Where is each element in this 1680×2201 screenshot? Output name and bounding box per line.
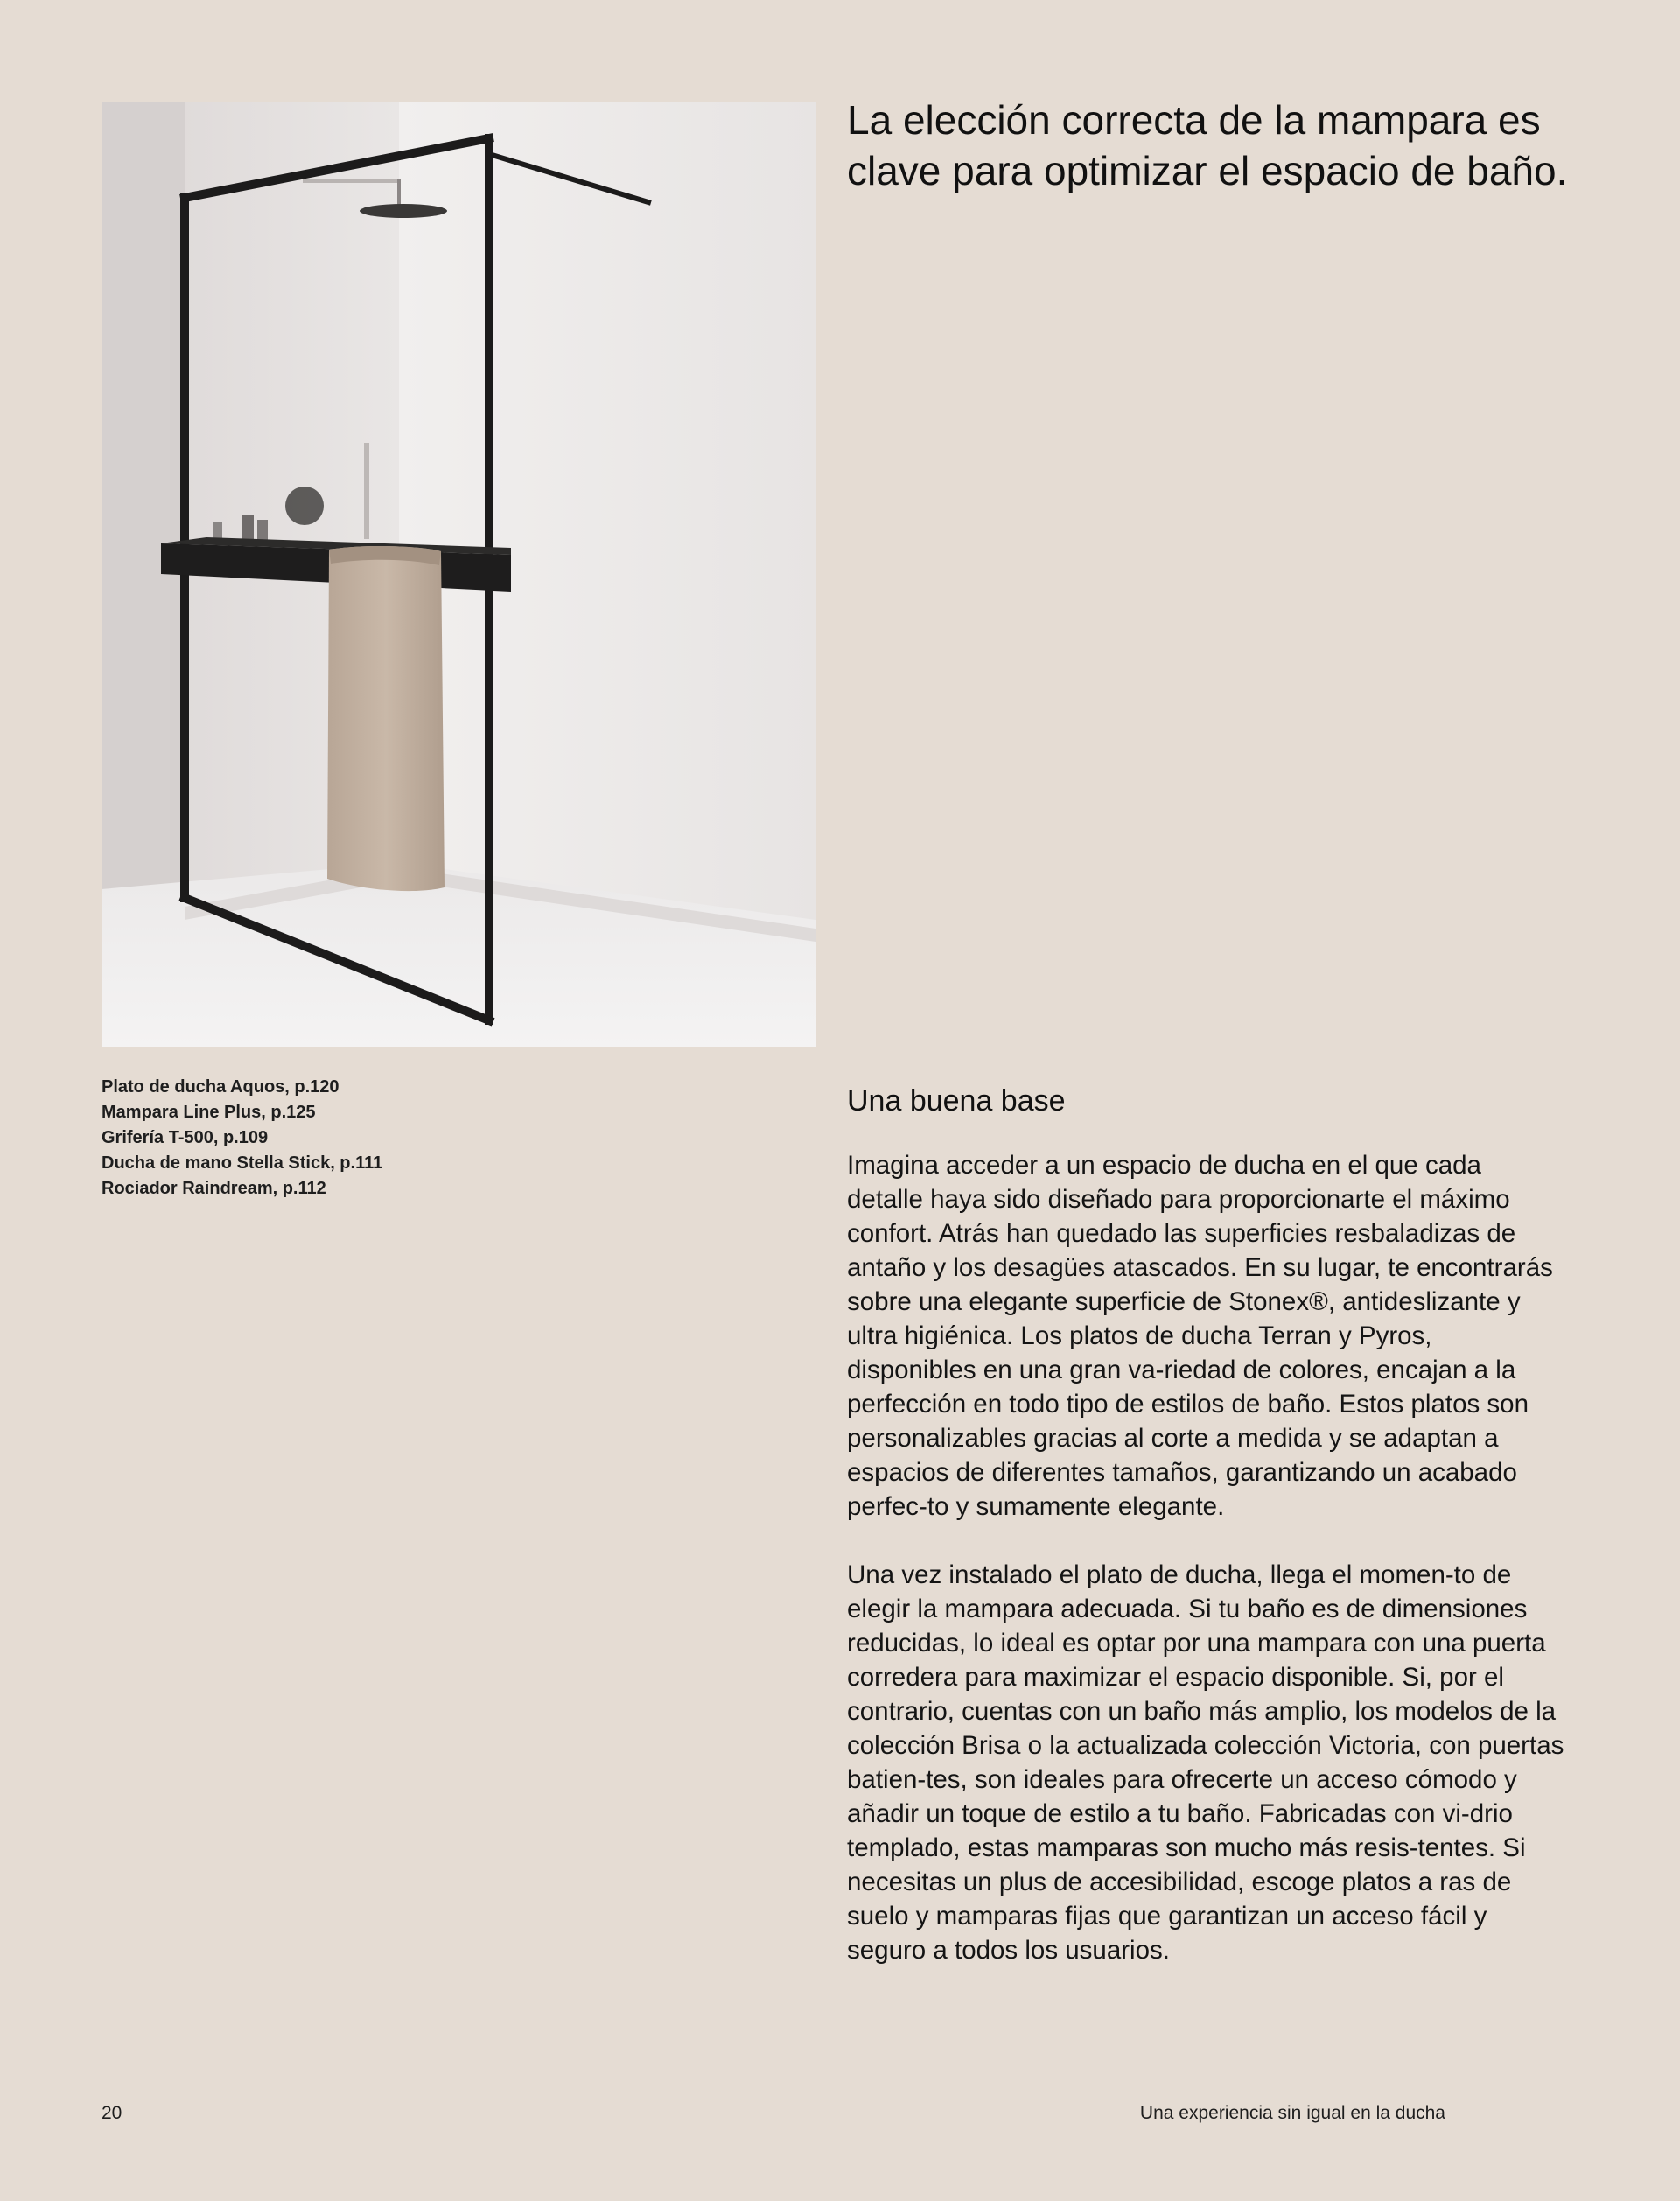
shower-photo: [102, 102, 816, 1047]
caption-line: Grifería T-500, p.109: [102, 1128, 269, 1147]
page-number: 20: [102, 2103, 122, 2123]
caption-line: Mampara Line Plus, p.125: [102, 1103, 316, 1122]
shower-photo-icon: [102, 102, 816, 1047]
image-caption: [102, 1075, 766, 1202]
page-headline: La elección correcta de la mampara es clave para optimizar el espacio de baño.: [847, 97, 1568, 193]
body-paragraph: Imagina acceder a un espacio de ducha en el que cada detalle haya sido diseñado para proporcionarte el máximo confort. Atrás han quedado las superficies resbaladizas de antaño y los desagües atascados. En su lugar, te encontrarás sobre una elegante superficie de Stonex®, antideslizante y ultra higiénica. Los platos de ducha Terran y Pyros, disponibles en una gran va-riedad de colores, encajan a la perfección en todo tipo de estilos de baño. Estos platos son personalizables gracias al corte a medida y se adaptan a espacios de diferentes tamaños, garantizando un acabado perfec-to y sumamente elegante.: [847, 1151, 1553, 1521]
article-body: [847, 1148, 1564, 2001]
caption-line: Ducha de mano Stella Stick, p.111: [102, 1153, 383, 1173]
caption-line: Rociador Raindream, p.112: [102, 1179, 326, 1198]
section-title: Una buena base: [847, 1084, 1066, 1118]
body-paragraph: Una vez instalado el plato de ducha, llega el momen-to de elegir la mampara adecuada. Si tu baño es de dimensiones reducidas, lo ideal es optar por una mampara con una puerta corredera para maximizar el espacio disponible. Si, por el contrario, cuentas con un baño más amplio, los modelos de la colección Brisa o la actualizada colección Victoria, con puertas batien-tes, son ideales para ofrecerte un acceso cómodo y añadir un toque de estilo a tu baño. Fabricadas con vi-drio templado, estas mamparas son mucho más resis-tentes. Si necesitas un plus de accesibilidad, escoge platos a ras de suelo y mamparas fijas que garantizan un acceso fácil y seguro a todos los usuarios.: [847, 1560, 1564, 1965]
caption-line: Plato de ducha Aquos, p.120: [102, 1077, 340, 1097]
footer-section-name: Una experiencia sin igual en la ducha: [1139, 2103, 1446, 2123]
